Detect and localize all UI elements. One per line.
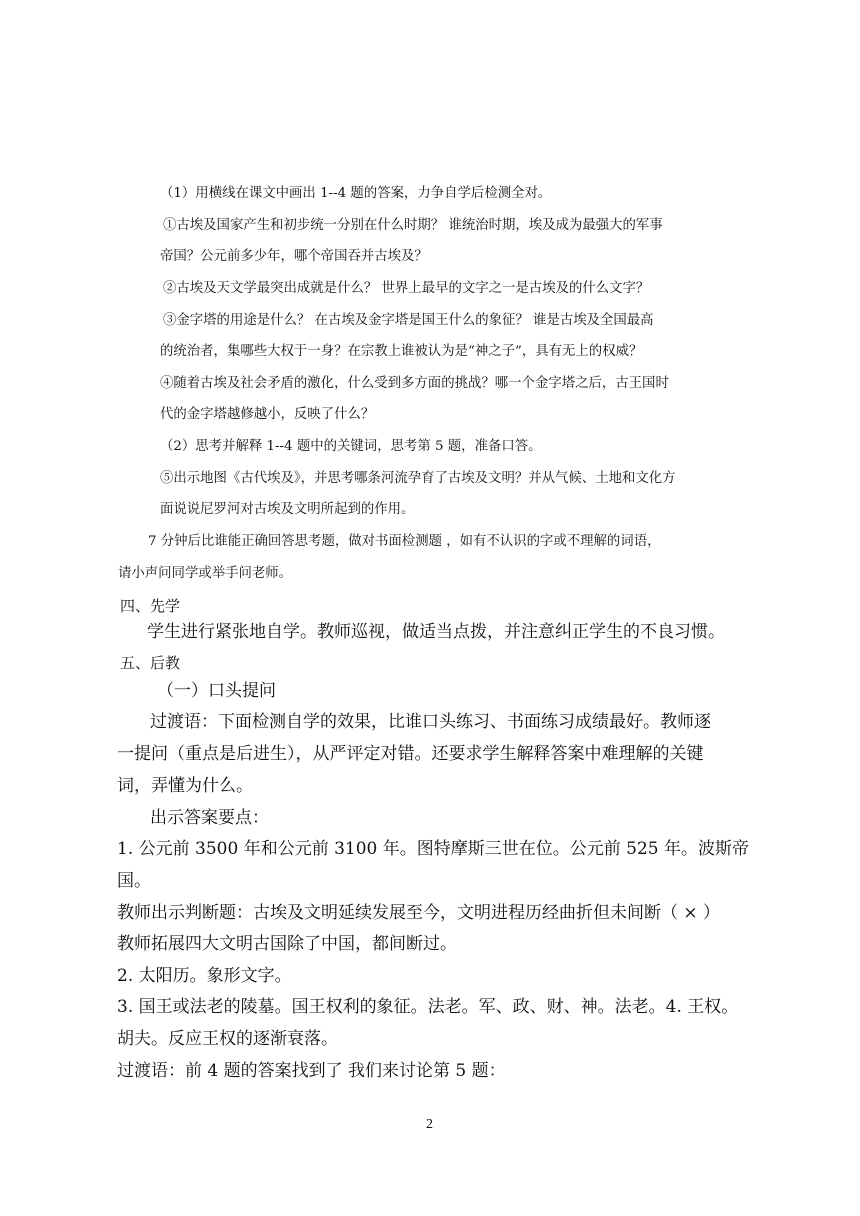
teacher-extension: 教师拓展四大文明古国除了中国，都间断过。 — [117, 934, 457, 954]
transition-1-line-1: 过渡语：下面检测自学的效果，比谁口头练习、书面练习成绩最好。教师逐 — [150, 712, 711, 732]
answer-3-line-1: 3. 国王或法老的陵墓。国王权利的象征。法老。军、政、财、神。法老。4. 王权。 — [117, 997, 739, 1017]
question-1-line-2: 帝国？公元前多少年，哪个帝国吞并古埃及？ — [160, 249, 428, 264]
question-5-line-2: 面说说尼罗河对古埃及文明所起到的作用。 — [160, 502, 415, 517]
transition-1-line-3: 词，弄懂为什么。 — [117, 776, 253, 796]
question-2: ②古埃及天文学最突出成就是什么？ 世界上最早的文字之一是古埃及的什么文字？ — [163, 281, 650, 296]
section-4-body: 学生进行紧张地自学。教师巡视，做适当点拨，并注意纠正学生的不良习惯。 — [147, 622, 725, 642]
task-1-instruction: （1）用横线在课文中画出 1--4 题的答案，力争自学后检测全对。 — [160, 186, 552, 201]
task-2-instruction: （2）思考并解释 1--4 题中的关键词，思考第 5 题，准备口答。 — [160, 439, 542, 454]
section-4-heading: 四、先学 — [120, 597, 181, 615]
answer-2: 2. 太阳历。象形文字。 — [117, 966, 292, 986]
page-number: 2 — [426, 1117, 433, 1132]
question-4-line-1: ④随着古埃及社会矛盾的激化，什么受到多方面的挑战？哪一个金字塔之后，古王国时 — [160, 376, 669, 391]
time-limit-note-line-2: 请小声问同学或举手问老师。 — [118, 566, 293, 581]
subsection-oral-questions: （一）口头提问 — [157, 681, 276, 701]
answer-1-line-1: 1. 公元前 3500 年和公元前 3100 年。图特摩斯三世在位。公元前 525 年。波斯帝 — [117, 839, 750, 859]
answer-3-line-2: 胡夫。反应王权的逐渐衰落。 — [117, 1029, 338, 1049]
time-limit-note-line-1: 7 分钟后比谁能正确回答思考题，做对书面检测题 ，如有不认识的字或不理解的词语， — [148, 534, 661, 549]
question-3-line-2: 的统治者，集哪些大权于一身？在宗教上谁被认为是“神之子”，具有无上的权威？ — [160, 344, 643, 359]
question-3-line-1: ③金字塔的用途是什么？ 在古埃及金字塔是国王什么的象征？ 谁是古埃及全国最高 — [163, 313, 654, 328]
true-false-question: 教师出示判断题：古埃及文明延续发展至今，文明进程历经曲折但未间断（ × ） — [117, 903, 721, 923]
answer-1-line-2: 国。 — [117, 871, 151, 891]
transition-2: 过渡语：前 4 题的答案找到了 我们来讨论第 5 题： — [117, 1061, 506, 1081]
question-1-line-1: ①古埃及国家产生和初步统一分别在什么时期？ 谁统治时期，埃及成为最强大的军事 — [163, 218, 663, 233]
question-5-line-1: ⑤出示地图《古代埃及》，并思考哪条河流孕育了古埃及文明？并从气候、土地和文化方 — [160, 471, 676, 486]
transition-1-line-2: 一提问（重点是后进生），从严评定对错。还要求学生解释答案中难理解的关键 — [117, 744, 704, 764]
section-5-heading: 五、后教 — [120, 654, 181, 672]
question-4-line-2: 代的金字塔越修越小，反映了什么？ — [160, 407, 375, 422]
answer-points-label: 出示答案要点： — [150, 808, 269, 828]
